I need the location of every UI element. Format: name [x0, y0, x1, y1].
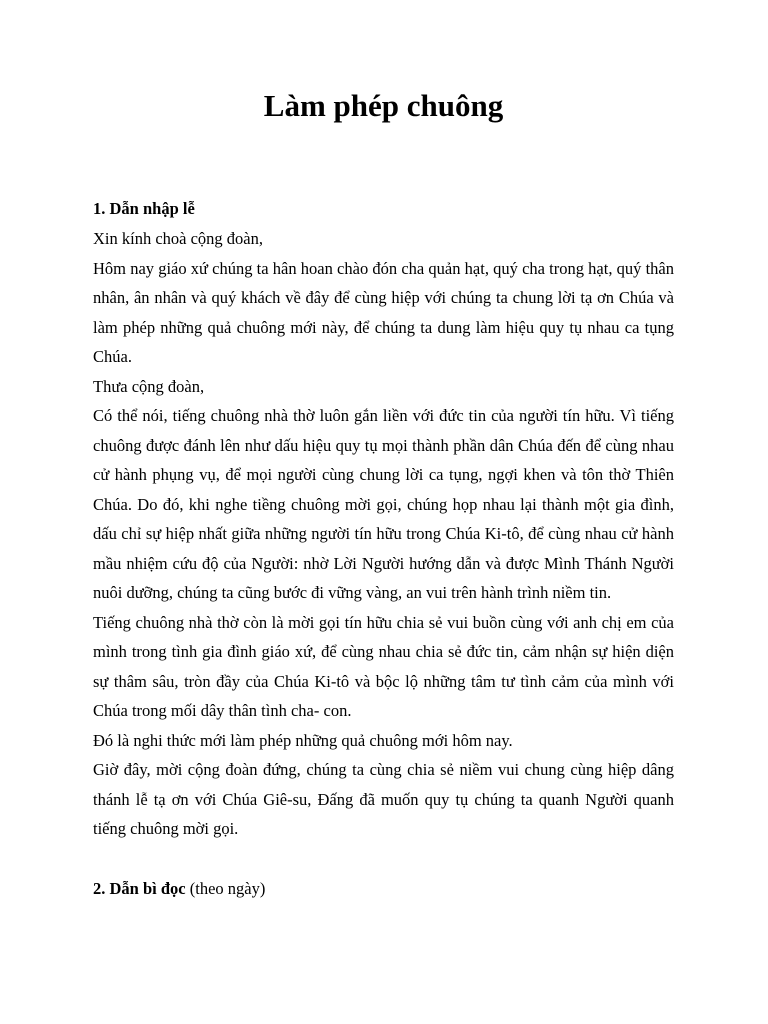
section-readings: [93, 874, 674, 904]
section-heading-label: 1. Dẫn nhập lễ: [93, 199, 195, 218]
section-heading: [93, 874, 674, 904]
paragraph: Thưa cộng đoàn,: [93, 376, 205, 396]
paragraph: Tiếng chuông nhà thờ còn là mời gọi tín hữu chia sẻ vui buồn cùng với anh chị em của mình trong tình gia đình giáo xứ, để cùng nhau chia sẻ đức tin, cảm nhận sự hiện diện sự thâm sâu, tròn đầy của Chúa Ki-tô và bộc lộ những tâm tư tình cảm của mình với Chúa trong mối dây thân tình cha- con.: [93, 612, 674, 720]
paragraph: Đó là nghi thức mới làm phép những quả chuông mới hôm nay.: [93, 730, 513, 750]
section-heading-note: (theo ngày): [185, 878, 266, 898]
paragraph: Giờ đây, mời cộng đoàn đứng, chúng ta cùng chia sẻ niềm vui chung cùng hiệp dâng thánh lễ tạ ơn với Chúa Giê-su, Đấng đã muốn quy tụ chúng ta quanh Người quanh tiếng chuông mời gọi.: [93, 760, 674, 838]
section-heading: [93, 194, 674, 224]
paragraph: Hôm nay giáo xứ chúng ta hân hoan chào đón cha quản hạt, quý cha trong hạt, quý thân nhân, ân nhân và quý khách về đây để cùng hiệp với chúng ta chung lời tạ ơn Chúa và làm phép những quả chuông mới này, để chúng ta dung làm hiệu quy tụ nhau ca tụng Chúa.: [93, 258, 674, 366]
paragraph: Có thể nói, tiếng chuông nhà thờ luôn gắn liền với đức tin của người tín hữu. Vì tiếng chuông được đánh lên như dấu hiệu quy tụ mọi thành phần dân Chúa đến để cùng nhau cử hành phụng vụ, để mọi người cùng chung lời ca tụng, ngợi khen và tôn thờ Thiên Chúa. Do đó, khi nghe tiềng chuông mời gọi, chúng họp nhau lại thành một gia đình, dấu chỉ sự hiệp nhất giữa những người tín hữu trong Chúa Ki-tô, để cùng nhau cử hành mầu nhiệm cứu độ của Người: nhờ Lời Người hướng dẫn và được Mình Thánh Người nuôi dưỡng, chúng ta cũng bước đi vững vàng, an vui trên hành trình niềm tin.: [93, 406, 674, 602]
paragraph: Xin kính choà cộng đoàn,: [93, 229, 264, 248]
section-introduction: [93, 194, 674, 844]
section-heading-label: 2. Dẫn bì đọc: [93, 878, 186, 898]
document-title: Làm phép chuông: [263, 88, 504, 123]
